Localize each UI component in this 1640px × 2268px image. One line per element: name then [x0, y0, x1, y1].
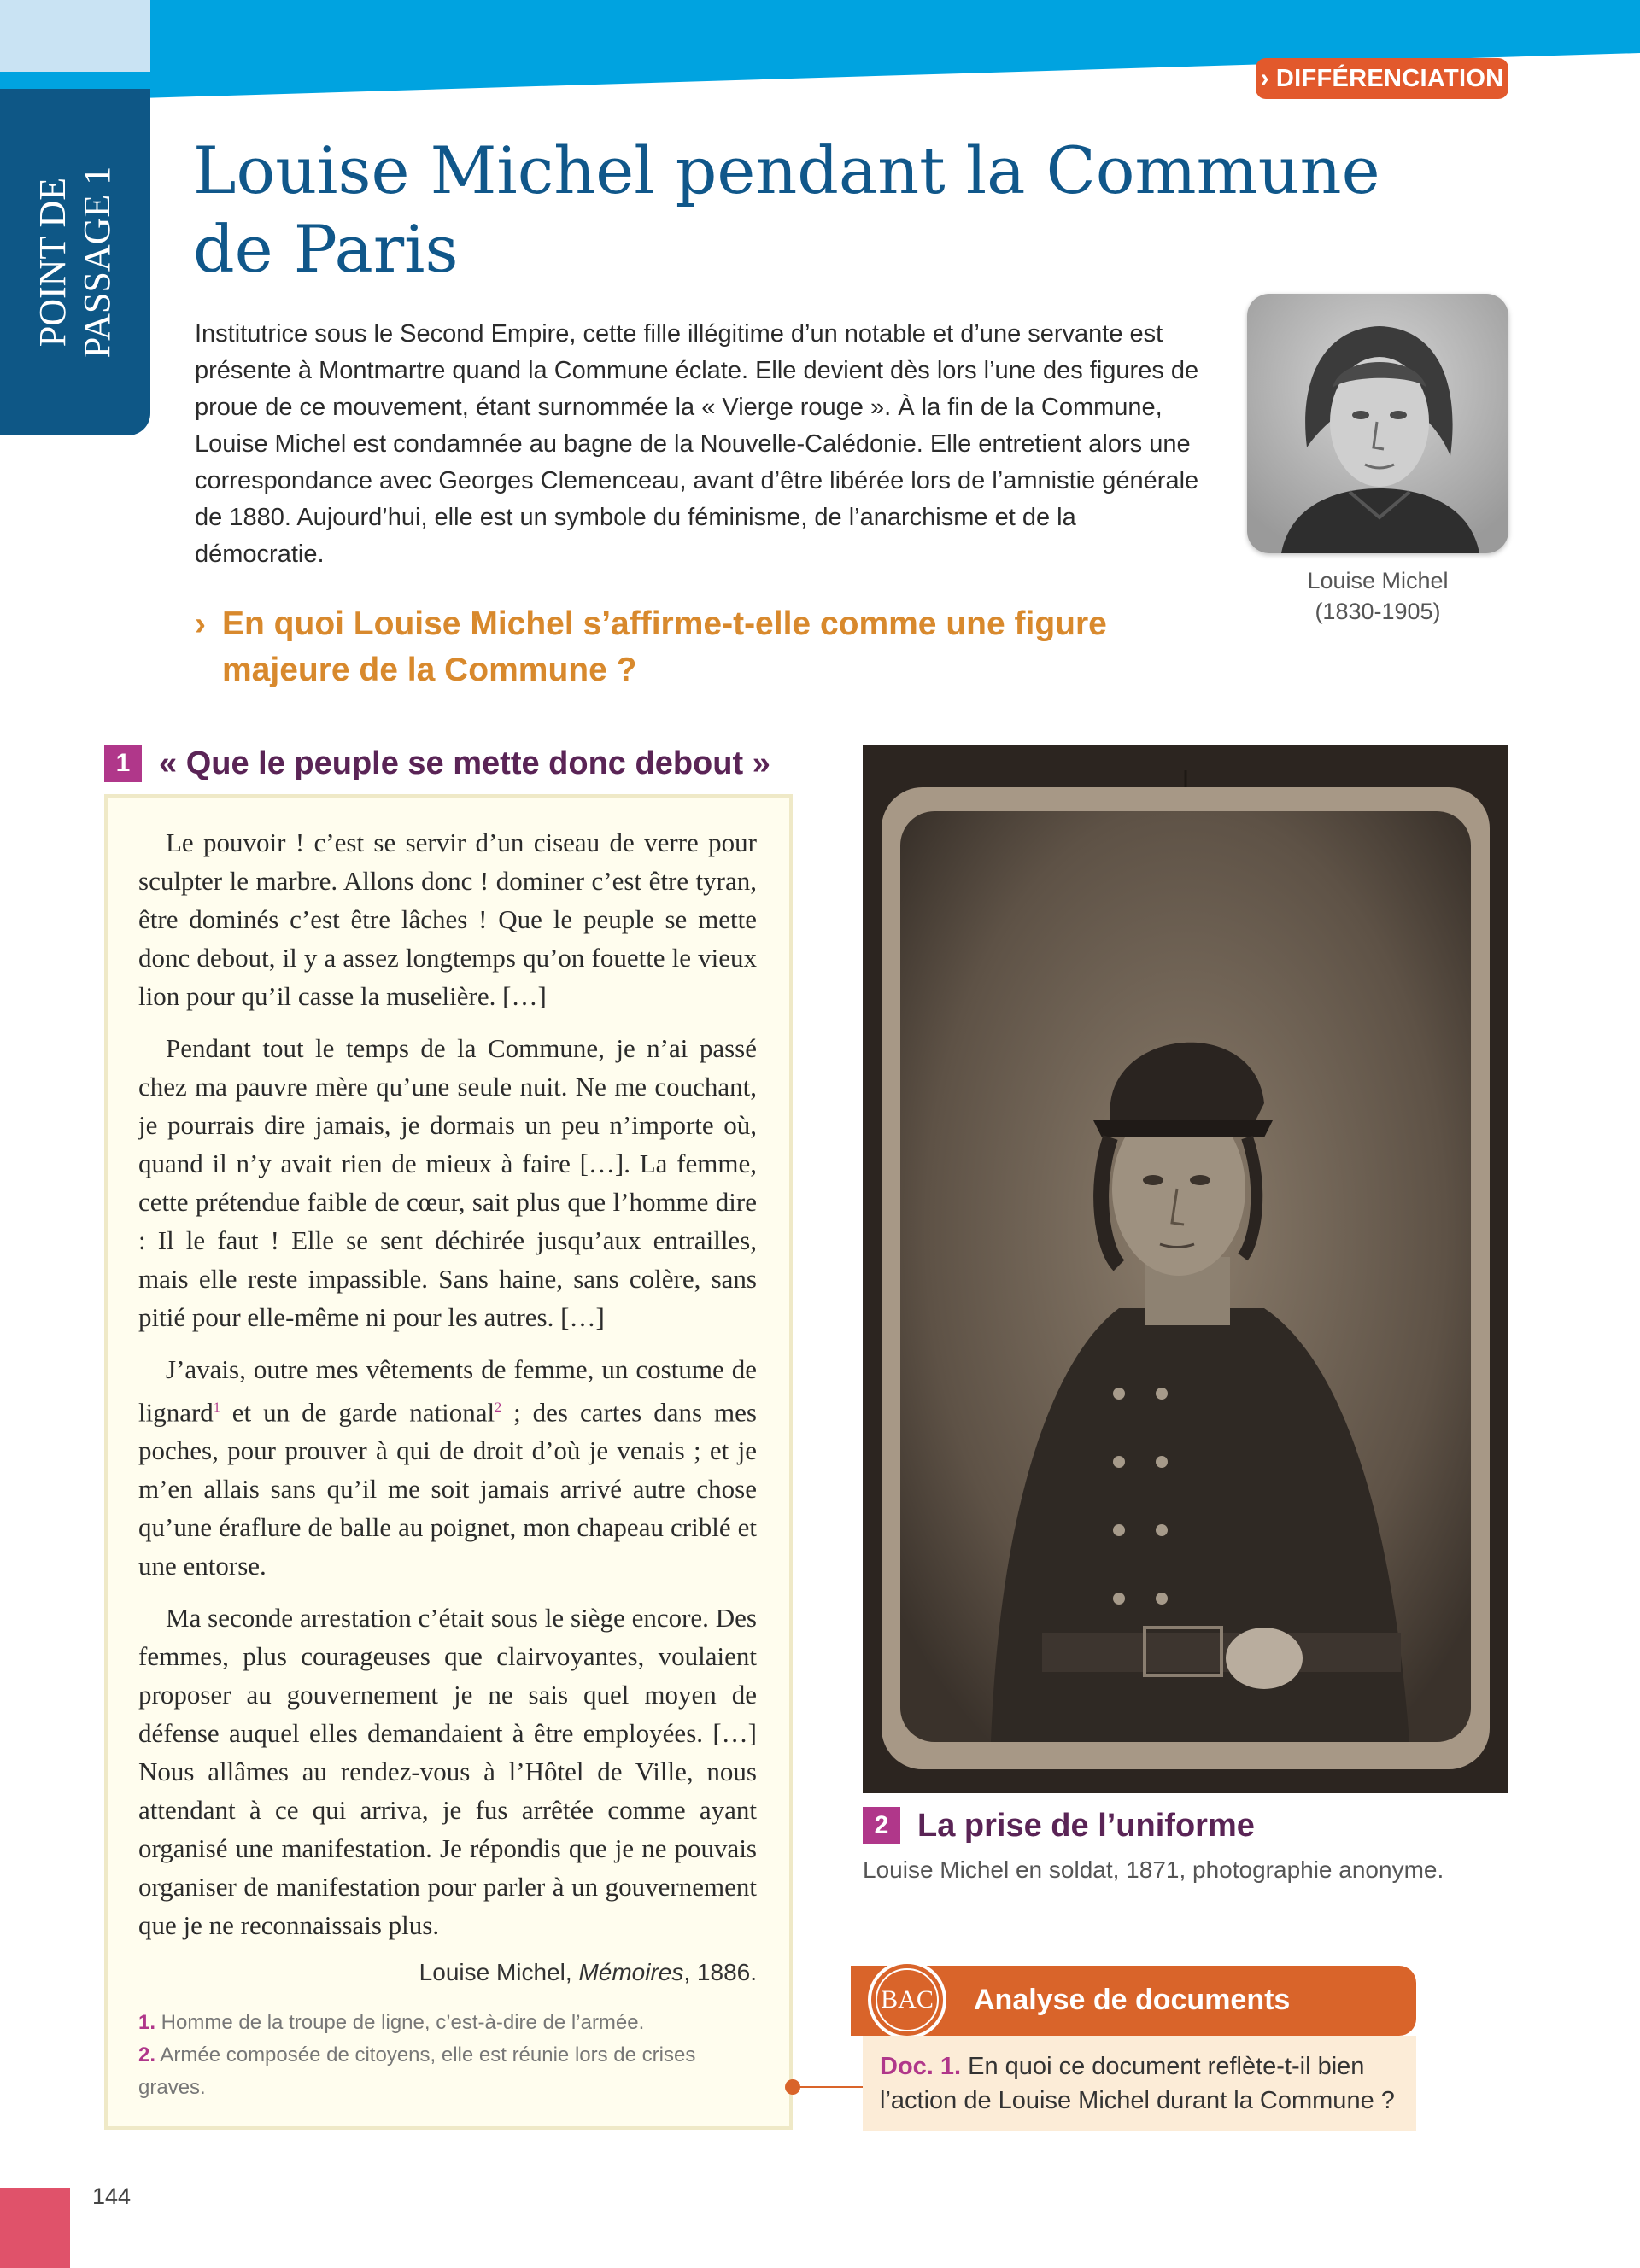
doc2-title: La prise de l’uniforme — [917, 1808, 1255, 1844]
bac-doc-reference: Doc. 1. — [880, 2053, 962, 2080]
doc1-paragraph-3-part2: et un de garde national — [220, 1397, 495, 1428]
louise-michel-portrait — [1247, 294, 1508, 553]
side-tab-line1: POINT DE — [32, 177, 73, 348]
portrait-caption-dates: (1830-1905) — [1315, 599, 1441, 624]
page-title — [193, 132, 1423, 289]
differenciation-badge-label: DIFFÉRENCIATION — [1275, 64, 1504, 92]
doc1-title: « Que le peuple se mette donc debout » — [159, 745, 770, 781]
doc1-paragraph-3 — [138, 1350, 757, 1585]
louise-michel-uniform-photo — [863, 745, 1508, 1793]
doc1-footnotes — [138, 2007, 757, 2104]
connector-line — [793, 2086, 863, 2088]
bac-question-text: En quoi ce document reflète-t-il bien l’action de Louise Michel durant la Commune ? — [880, 2053, 1395, 2114]
doc1-paragraph-1: Le pouvoir ! c’est se servir d’un ciseau de verre pour sculpter le marbre. Allons donc ! dominer c’est être tyran, être dominés c’est être lâches ! Que le peuple se mette donc debout, il y a assez longtemps qu’on fouette le vieux lion pour qu’il casse la muselière. […] — [138, 827, 757, 1011]
footnote-2-text: Armée composée de citoyens, elle est réunie lors de crises graves. — [138, 2043, 696, 2099]
bac-badge-label: BAC — [876, 1968, 939, 2031]
problem-question-text: En quoi Louise Michel s’affirme-t-elle comme une figure majeure de la Commune ? — [222, 605, 1107, 688]
chevron-right-icon: › — [195, 605, 206, 642]
header-corner-accent — [0, 0, 150, 72]
footnote-2-number: 2. — [138, 2043, 156, 2066]
bac-question — [880, 2049, 1409, 2118]
chevron-right-icon: › — [1260, 64, 1269, 92]
bac-badge-icon — [868, 1961, 946, 2039]
doc1-paragraph-2: Pendant tout le temps de la Commune, je n’ai passé chez ma pauvre mère qu’une seule nuit. Ne me couchant, je pourrais dire jamais, je dormais un peu n’importe où, quand il n’y avait rien de mieux à faire […]. La femme, cette prétendue faible de cœur, sait plus que l’homme dire : Il le faut ! Elle se sent déchirée jusqu’aux entrailles, mais elle reste impassible. Sans haine, sans colère, sans pitié pour elle-même ni pour les autres. […] — [138, 1033, 757, 1332]
footnote-1-number: 1. — [138, 2011, 156, 2034]
doc1-paragraph-4: Ma seconde arrestation c’était sous le siège encore. Des femmes, plus courageuses que clairvoyantes, voulaient proposer au gouvernement je ne sais quel moyen de défense auquel elles demandaient à être employées. […] Nous allâmes au rendez-vous à l’Hôtel de Ville, nous attendant à ce qui arriva, je fus arrêtée comme ayant organisé une manifestation. Je répondis que je ne pouvais organiser de manifestation pour parler à un gouvernement que je ne reconnaissais plus. — [138, 1603, 757, 1941]
doc2-caption: Louise Michel en soldat, 1871, photographie anonyme. — [863, 1856, 1444, 1883]
doc1-excerpt — [138, 823, 757, 1958]
footnote-ref-1: 1 — [213, 1400, 220, 1415]
connector-dot — [785, 2079, 800, 2095]
doc1-paragraph-3-part3: ; des cartes dans mes poches, pour prouver à qui de droit d’où je venais ; et je m’en allais sans qu’il me soit jamais arrivé autre chose qu’une éraflure de balle au poignet, mon chapeau criblé et une entorse. — [138, 1397, 757, 1581]
intro-paragraph: Institutrice sous le Second Empire, cette fille illégitime d’un notable et d’une servante est présente à Montmartre quand la Commune éclate. Elle devient dès lors l’une des figures de proue de ce mouvement, étant surnommée la « Vierge rouge ». À la fin de la Commune, Louise Michel est condamnée au bagne de la Nouvelle-Calédonie. Elle entretient alors une correspondance avec Georges Clemenceau, avant d’être libérée lors de l’amnistie générale de 1880. Aujourd’hui, elle est un symbole du féminisme, de l’anarchisme et de la démocratie. — [195, 320, 1199, 568]
doc1-source — [138, 1955, 757, 1990]
footnote-ref-2: 2 — [495, 1400, 502, 1415]
bac-title: Analyse de documents — [974, 1984, 1291, 2016]
page-title-line2: de Paris — [193, 211, 459, 287]
footnote-2 — [138, 2039, 757, 2104]
page-number: 144 — [92, 2183, 132, 2209]
doc1-source-author: Louise Michel, — [419, 1959, 579, 1985]
footer-color-block — [0, 2188, 70, 2268]
side-tab-label — [31, 108, 120, 416]
doc1-source-work: Mémoires — [578, 1959, 684, 1985]
doc1-paragraph-3-part1: J’avais, outre mes vêtements de femme, un costume de lignard — [138, 1354, 757, 1428]
doc2-number-badge: 2 — [863, 1807, 900, 1844]
side-tab-line2: PASSAGE 1 — [76, 166, 118, 359]
doc1-source-year: , 1886. — [683, 1959, 757, 1985]
problem-question — [195, 601, 1220, 693]
footnote-1-text: Homme de la troupe de ligne, c’est-à-dire de l’armée. — [155, 2011, 645, 2034]
footnote-1 — [138, 2007, 757, 2039]
differenciation-badge — [1256, 58, 1508, 99]
page-title-line1: Louise Michel pendant la Commune — [193, 132, 1380, 208]
portrait-caption-name: Louise Michel — [1307, 568, 1449, 593]
doc1-number-badge: 1 — [104, 745, 142, 782]
portrait-caption — [1247, 565, 1508, 627]
